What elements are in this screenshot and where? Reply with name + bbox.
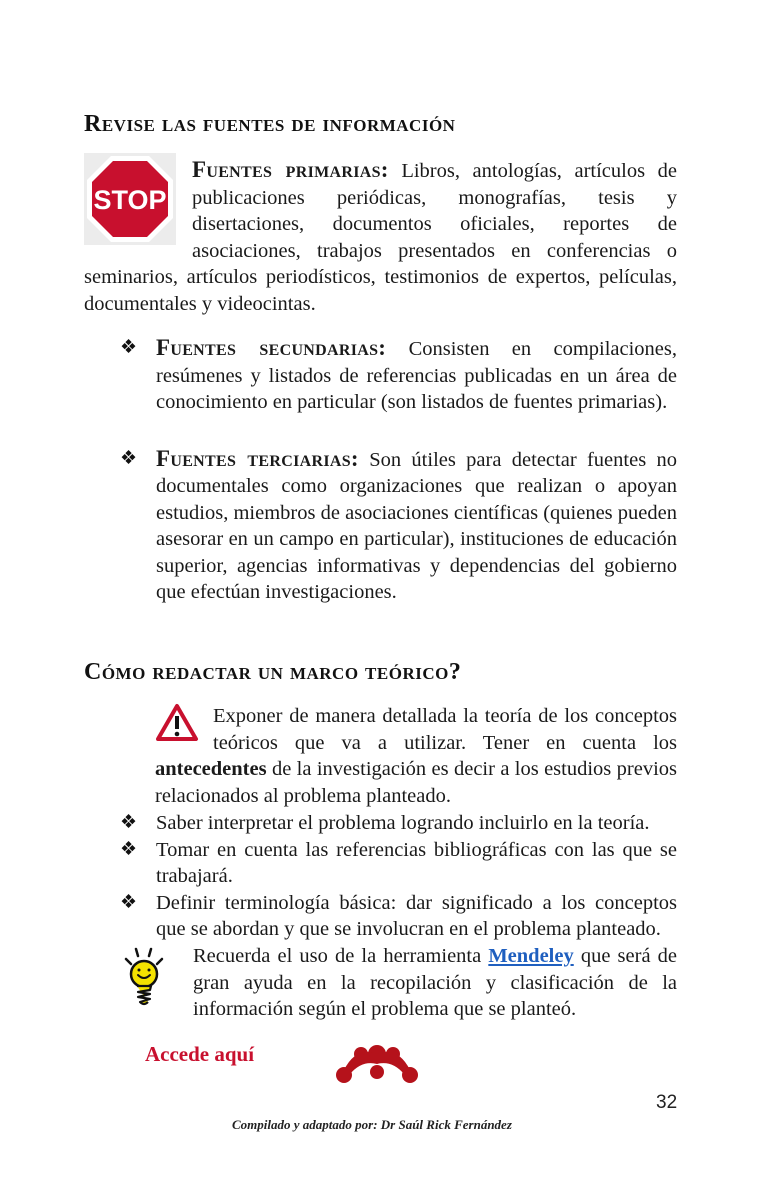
text-antecedentes: antecedentes	[155, 758, 267, 780]
warning-icon	[155, 703, 213, 753]
stop-sign-icon	[84, 153, 192, 253]
lead-fuentes-primarias: Fuentes primarias:	[192, 157, 389, 182]
text-fuentes-secundarias: Consisten en compilaciones, resúmenes y listados de referencias publicadas en un área de conocimiento en particular (son listados de fuentes primarias).	[156, 338, 677, 413]
text-fuentes-terciarias: Son útiles para detectar fuentes no documentales como organizaciones que realizan o apoyan estudios, miembros de asociaciones científicas (quienes pueden asesorar en un campo en particular), instituciones de educación superior, agencias informativas y dependencias del gobierno que efectúan investigaciones.	[156, 448, 678, 603]
light-bulb-icon	[118, 945, 170, 1011]
text-fuentes-primarias: Libros, antologías, artículos de publicaciones periódicas, monografías, tesis y disertaciones, documentos oficiales, reportes de asociaciones, trabajos presentados en conferencias o seminarios, artículos periodísticos, testimonios de expertos, películas, documentales y videocintas.	[84, 160, 677, 315]
list-item	[120, 890, 677, 943]
accede-aqui-link[interactable]: Accede aquí	[145, 1042, 255, 1066]
section-heading-marco-teorico: Cómo redactar un marco teórico?	[84, 659, 462, 685]
paragraph-exponer	[155, 703, 677, 809]
text-exponer-1: Exponer de manera detallada la teoría de los conceptos teóricos que va a utilizar. Tener en cuenta los	[213, 705, 677, 754]
list-item-fuentes-terciarias	[120, 446, 677, 606]
tip-text-2: que será de gran ayuda en la recopilación y clasificación de la información según el problema que se planteó.	[193, 945, 678, 1020]
paragraph-tip-mendeley	[193, 943, 677, 1023]
lead-fuentes-terciarias: Fuentes terciarias:	[156, 445, 359, 471]
item-text: Saber interpretar el problema logrando incluirlo en la teoría.	[156, 812, 650, 834]
footer-credit: Compilado y adaptado por: Dr Saúl Rick Fernández	[232, 1117, 512, 1132]
section-heading-fuentes: Revise las fuentes de información	[84, 111, 456, 137]
paragraph-fuentes-primarias	[84, 157, 677, 317]
stop-sign-text: STOP	[93, 185, 167, 215]
list-item	[120, 837, 677, 890]
mendeley-logo-icon[interactable]	[334, 1040, 420, 1086]
mendeley-link[interactable]: Mendeley	[488, 945, 574, 967]
diamond-bullet-icon: ❖	[120, 838, 138, 860]
list-marco-teorico	[120, 810, 677, 943]
list-item-fuentes-secundarias	[120, 335, 677, 416]
diamond-bullet-icon: ❖	[120, 337, 138, 358]
list-fuentes	[120, 335, 677, 606]
diamond-bullet-icon: ❖	[120, 812, 138, 833]
diamond-bullet-icon: ❖	[120, 447, 138, 469]
text-exponer-2: de la investigación es decir a los estudios previos relacionados al problema planteado.	[155, 758, 677, 807]
list-item	[120, 810, 677, 837]
page-number: 32	[656, 1092, 678, 1113]
lead-fuentes-secundarias: Fuentes secundarias:	[156, 335, 387, 360]
item-text: Tomar en cuenta las referencias bibliográficas con las que se trabajará.	[156, 838, 677, 887]
item-text: Definir terminología básica: dar significado a los conceptos que se abordan y que se involucran en el problema planteado.	[156, 891, 677, 940]
tip-text-1: Recuerda el uso de la herramienta	[193, 945, 482, 967]
diamond-bullet-icon: ❖	[120, 891, 138, 913]
